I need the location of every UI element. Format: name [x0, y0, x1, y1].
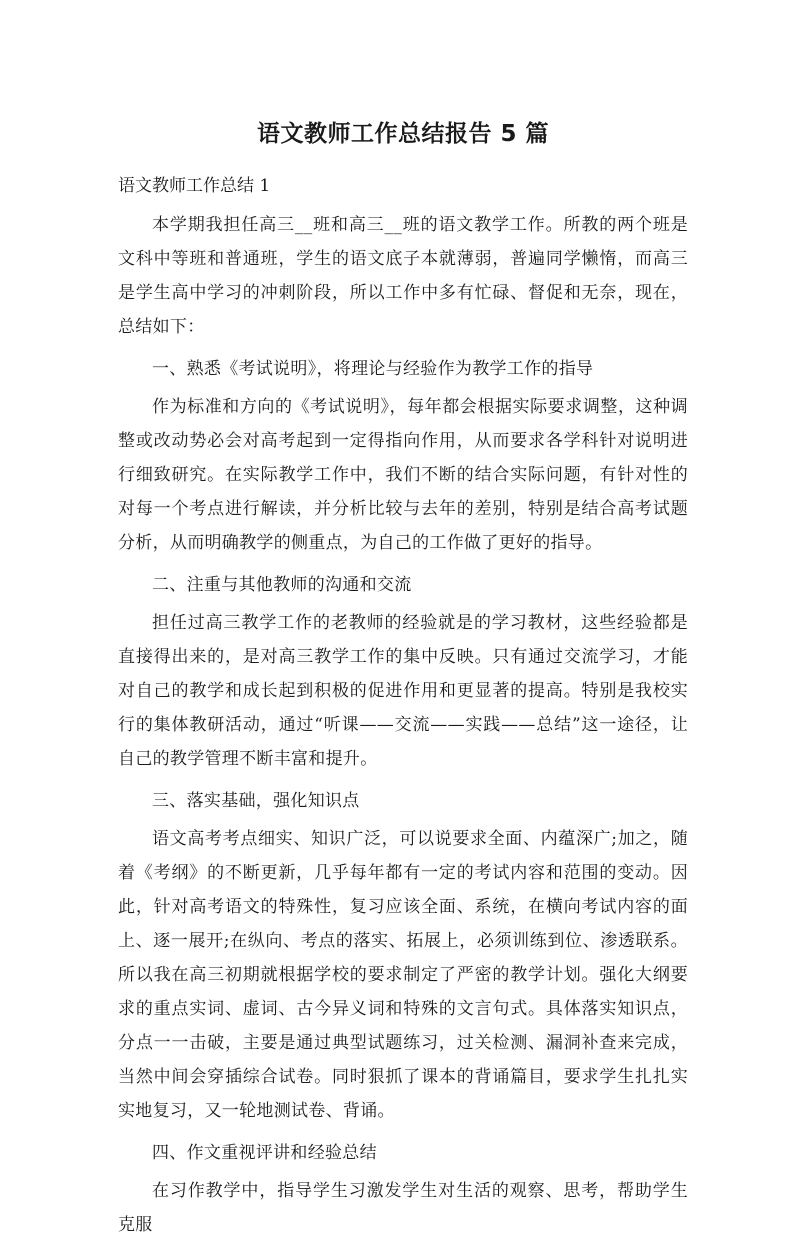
section-body-1: 作为标准和方向的《考试说明》，每年都会根据实际要求调整，这种调整或改动势必会对高考起到一定得指向作用，从而要求各学科针对说明进行细致研究。在实际教学工作中，我们不断的结合实际问题，有针对性的对每一个考点进行解读，并分析比较与去年的差别，特别是结合高考试题分析，从而明确教学的侧重点，为自己的工作做了更好的指导。 [118, 397, 688, 553]
section-body-3: 语文高考考点细实、知识广泛，可以说要求全面、内蕴深广;加之，随着《考纲》的不断更新，几乎每年都有一定的考试内容和范围的变动。因此，针对高考语文的特殊性，复习应该全面、系统，在横向考试内容的面上、逐一展开;在纵向、考点的落实、拓展上，必须训练到位、渗透联系。所以我在高三初期就根据学校的要求制定了严密的教学计划。强化大纲要求的重点实词、虚词、古今异义词和特殊的文言句式。具体落实知识点，分点一一击破，主要是通过典型试题练习，过关检测、漏洞补查来完成，当然中间会穿插综合试卷。同时狠抓了课本的背诵篇目，要求学生扎扎实实地复习，又一轮地测试卷、背诵。 [118, 829, 688, 1121]
document-title: 语文教师工作总结报告 5 篇 [256, 121, 550, 147]
section-heading-3: 三、落实基础，强化知识点 [152, 791, 360, 811]
intro-paragraph: 本学期我担任高三__班和高三__班的语文教学工作。所教的两个班是文科中等班和普通班，学生的语文底子本就薄弱，普遍同学懒惰，而高三是学生高中学习的冲刺阶段，所以工作中多有忙碌、督促和无奈，现在，总结如下： [118, 215, 688, 337]
section-heading-2: 二、注重与其他教师的沟通和交流 [152, 575, 412, 595]
section-heading-1: 一、熟悉《考试说明》，将理论与经验作为教学工作的指导 [152, 359, 594, 379]
section-body-4: 在习作教学中，指导学生习激发学生对生活的观察、思考，帮助学生克服 [118, 1181, 688, 1235]
section-heading-4: 四、作文重视评讲和经验总结 [152, 1143, 377, 1163]
document-subtitle: 语文教师工作总结 1 [118, 176, 271, 196]
section-body-2: 担任过高三教学工作的老教师的经验就是的学习教材，这些经验都是直接得出来的，是对高三教学工作的集中反映。只有通过交流学习，才能对自己的教学和成长起到积极的促进作用和更显著的提高。特别是我校实行的集体教研活动，通过“听课——交流——实践——总结”这一途径，让自己的教学管理不断丰富和提升。 [118, 613, 688, 769]
